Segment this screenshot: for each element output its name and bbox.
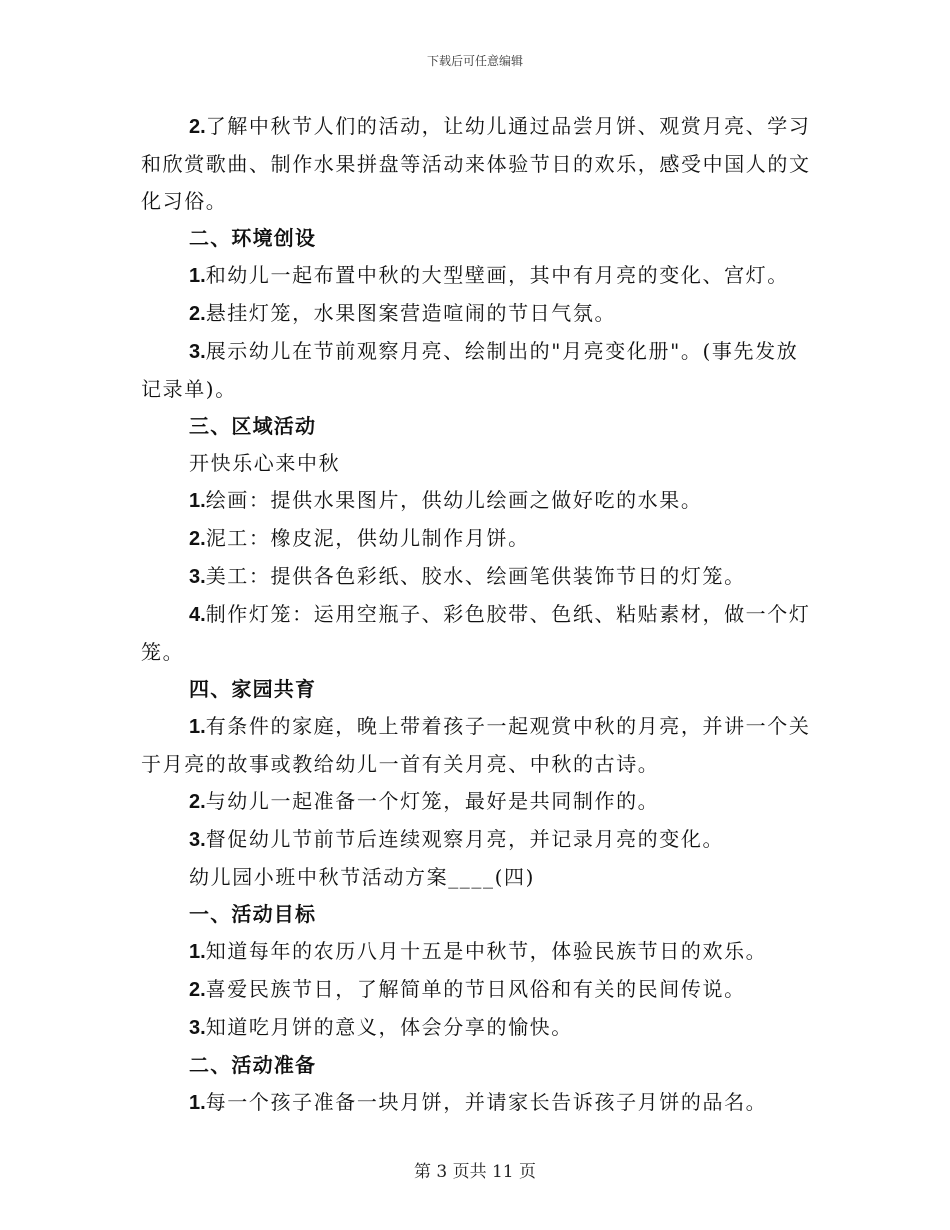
- item-number: 1.: [189, 1092, 206, 1114]
- paragraph: [141, 333, 811, 408]
- paragraph: [141, 821, 811, 859]
- section-heading: [141, 896, 811, 933]
- paragraph: [141, 520, 811, 558]
- document-body: [141, 108, 811, 1122]
- paragraph: [141, 1084, 811, 1122]
- paragraph-text: 知道吃月饼的意义，体会分享的愉快。: [205, 1015, 573, 1039]
- paragraph-text: 泥工：橡皮泥，供幼儿制作月饼。: [205, 526, 530, 550]
- item-number: 2.: [189, 116, 206, 138]
- item-number: 1.: [189, 490, 206, 512]
- paragraph-text: 每一个孩子准备一块月饼，并请家长告诉孩子月饼的品名。: [205, 1090, 768, 1114]
- paragraph: [141, 933, 811, 971]
- item-number: 3.: [189, 341, 206, 363]
- item-number: 3.: [189, 1017, 206, 1039]
- item-number: 3.: [189, 829, 206, 851]
- paragraph-text: 美工：提供各色彩纸、胶水、绘画笔供装饰节日的灯笼。: [205, 564, 746, 588]
- paragraph: [141, 295, 811, 333]
- paragraph-text: 三、区域活动: [189, 414, 317, 438]
- paragraph-text: 了解中秋节人们的活动，让幼儿通过品尝月饼、观赏月亮、学习和欣赏歌曲、制作水果拼盘等活动来体验节日的欢乐，感受中国人的文化习俗。: [141, 114, 811, 213]
- paragraph-text: 二、环境创设: [189, 226, 317, 250]
- paragraph-text: 喜爱民族节日，了解简单的节日风俗和有关的民间传说。: [205, 977, 746, 1001]
- paragraph-text: 知道每年的农历八月十五是中秋节，体验民族节日的欢乐。: [205, 939, 768, 963]
- item-number: 2.: [189, 528, 206, 550]
- paragraph-text: 一、活动目标: [189, 902, 317, 926]
- item-number: 1.: [189, 716, 206, 738]
- item-number: 2.: [189, 791, 206, 813]
- paragraph-text: 开快乐心来中秋: [189, 451, 341, 475]
- item-number: 2.: [189, 303, 206, 325]
- paragraph: [141, 257, 811, 295]
- paragraph: [141, 859, 811, 896]
- item-number: 3.: [189, 566, 206, 588]
- paragraph-text: 有条件的家庭，晚上带着孩子一起观赏中秋的月亮，并讲一个关于月亮的故事或教给幼儿一首有关月亮、中秋的古诗。: [141, 714, 811, 776]
- paragraph-text: 四、家园共育: [189, 677, 317, 701]
- paragraph-text: 二、活动准备: [189, 1053, 317, 1077]
- item-number: 1.: [189, 941, 206, 963]
- paragraph: [141, 558, 811, 596]
- paragraph: [141, 596, 811, 671]
- section-heading: [141, 408, 811, 445]
- paragraph-text: 制作灯笼：运用空瓶子、彩色胶带、色纸、粘贴素材，做一个灯笼。: [141, 602, 811, 664]
- paragraph-text: 绘画：提供水果图片，供幼儿绘画之做好吃的水果。: [205, 488, 703, 512]
- paragraph-text: 督促幼儿节前节后连续观察月亮，并记录月亮的变化。: [205, 827, 725, 851]
- page-header: 下载后可任意编辑: [426, 54, 523, 68]
- paragraph-text: 展示幼儿在节前观察月亮、绘制出的"月亮变化册"。(事先发放记录单)。: [141, 339, 799, 401]
- section-heading: [141, 220, 811, 257]
- section-heading: [141, 671, 811, 708]
- paragraph: [141, 971, 811, 1009]
- section-heading: [141, 1047, 811, 1084]
- paragraph: [141, 1009, 811, 1047]
- paragraph-text: 幼儿园小班中秋节活动方案____(四): [189, 865, 536, 889]
- paragraph: [141, 708, 811, 783]
- paragraph: [141, 783, 811, 821]
- page-footer: 第 3 页共 11 页: [413, 1162, 537, 1182]
- paragraph: [141, 108, 811, 220]
- item-number: 4.: [189, 604, 206, 626]
- paragraph-text: 和幼儿一起布置中秋的大型壁画，其中有月亮的变化、宫灯。: [205, 263, 789, 287]
- paragraph-text: 与幼儿一起准备一个灯笼，最好是共同制作的。: [205, 789, 660, 813]
- item-number: 1.: [189, 265, 206, 287]
- paragraph-text: 悬挂灯笼，水果图案营造喧闹的节日气氛。: [205, 301, 617, 325]
- paragraph: [141, 482, 811, 520]
- item-number: 2.: [189, 979, 206, 1001]
- paragraph: [141, 445, 811, 482]
